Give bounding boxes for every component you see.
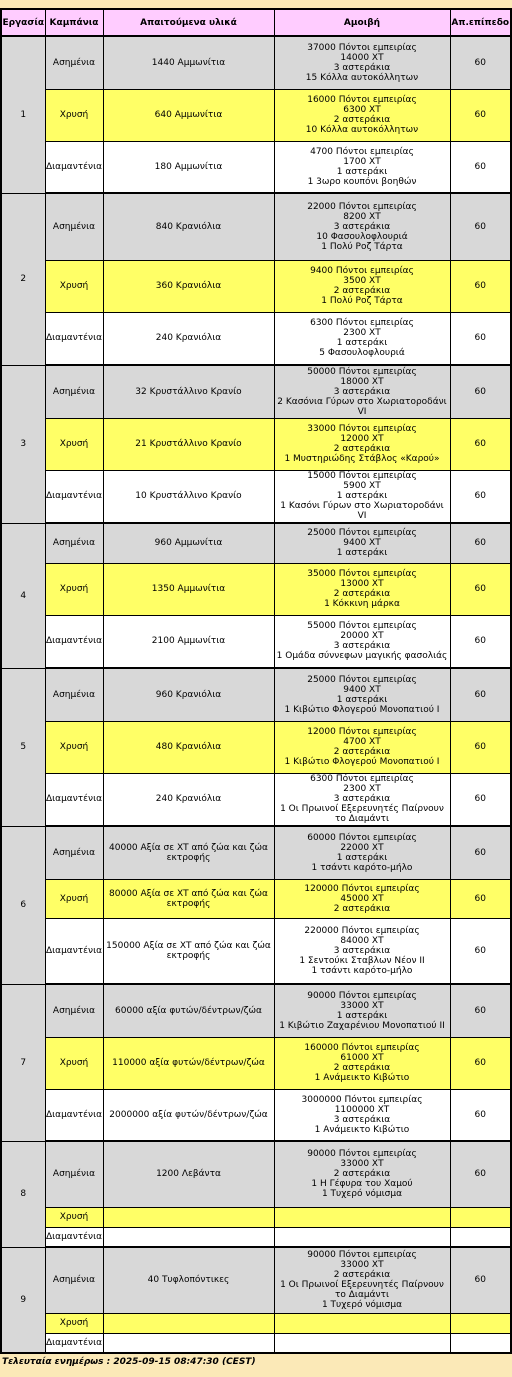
reward-list: [274, 1247, 450, 1313]
reward-item: 90000 Πόντοι εμπειρίας: [307, 990, 417, 1001]
header-reward: Αμοιβή: [274, 9, 450, 36]
campaign-tier-diamond: Διαμαντένια: [45, 773, 103, 826]
required-level: 60: [450, 1089, 511, 1141]
reward-item: 25000 Πόντοι εμπειρίας: [307, 674, 417, 685]
required-materials: 840 Κρανιόλια: [103, 193, 274, 260]
campaign-tier-diamond: Διαμαντένια: [45, 1227, 103, 1247]
table-row: [1, 1141, 511, 1207]
required-level: [450, 1207, 511, 1227]
reward-item: 84000 ΧΤ: [340, 935, 384, 946]
reward-item: 1 Ανάμεικτο Κιβώτιο: [314, 1073, 410, 1083]
reward-list: [274, 879, 450, 918]
task-number: 6: [1, 826, 45, 984]
required-materials: 480 Κρανιόλια: [103, 721, 274, 773]
reward-item: 2 Κασόνια Γύρων στο Χωριατοροδάνι VI: [277, 396, 447, 417]
last-updated-footer: Τελευταία ενημέρωs : 2025-09-15 08:47:30 (CEST): [2, 1357, 256, 1367]
reward-item: 33000 ΧΤ: [340, 1000, 384, 1011]
reward-item: 1 Κιβώτιο Ζαχαρένιου Μονοπατιού II: [279, 1020, 445, 1031]
reward-item: 35000 Πόντοι εμπειρίας: [307, 569, 417, 579]
campaign-tier-silver: Ασημένια: [45, 826, 103, 879]
campaign-tier-diamond: Διαμαντένια: [45, 470, 103, 523]
reward-item: 1100000 ΧΤ: [334, 1104, 390, 1115]
reward-item: 4700 Πόντοι εμπειρίας: [310, 146, 414, 157]
reward-item: 3 αστεράκια: [333, 1114, 391, 1125]
reward-list: [274, 141, 450, 193]
reward-item: 3 αστεράκια: [333, 945, 391, 956]
reward-item: 3 αστεράκια: [333, 221, 391, 232]
campaign-tier-silver: Ασημένια: [45, 36, 103, 89]
required-level: 60: [450, 523, 511, 563]
required-materials: 640 Αμμωνίτια: [103, 89, 274, 141]
campaign-table: [0, 8, 512, 1354]
reward-item: 1 τσάντι καρότο-μήλο: [311, 965, 413, 976]
reward-list: [274, 1207, 450, 1227]
required-materials: [103, 1207, 274, 1227]
task-number: 9: [1, 1247, 45, 1353]
reward-item: 2 αστεράκια: [333, 903, 391, 914]
table-body: [1, 36, 511, 1353]
table-row: [1, 826, 511, 879]
reward-item: 15 Κόλλα αυτοκόλλητων: [305, 72, 419, 83]
reward-item: 220000 Πόντοι εμπειρίας: [304, 925, 420, 936]
reward-list: [274, 721, 450, 773]
task-number: 5: [1, 668, 45, 826]
campaign-tier-diamond: Διαμαντένια: [45, 141, 103, 193]
reward-list: [274, 984, 450, 1037]
reward-list: [274, 36, 450, 89]
required-materials: 360 Κρανιόλια: [103, 260, 274, 312]
required-materials: 180 Αμμωνίτια: [103, 141, 274, 193]
reward-item: 2 αστεράκια: [333, 115, 391, 125]
reward-item: 6300 ΧΤ: [343, 105, 381, 115]
required-materials: [103, 1313, 274, 1333]
reward-item: 4700 ΧΤ: [343, 737, 381, 747]
reward-list: [274, 418, 450, 470]
reward-item: 3 αστεράκια: [333, 386, 391, 397]
reward-list: [274, 89, 450, 141]
required-level: 60: [450, 141, 511, 193]
reward-item: 1 Σεντούκι Σταβλων Νέον II: [299, 955, 425, 966]
reward-item: 1 Κασόνι Γύρων στο Χωριατοροδάνι VI: [280, 501, 444, 522]
reward-item: 10 Φασουλοφλουριά: [316, 231, 408, 242]
reward-item: 6300 Πόντοι εμπειρίας: [310, 774, 414, 785]
required-level: [450, 1333, 511, 1353]
table-row: [1, 721, 511, 773]
reward-item: 22000 ΧΤ: [340, 842, 384, 853]
reward-item: 1 αστεράκι: [336, 338, 388, 349]
reward-item: 9400 ΧΤ: [343, 538, 381, 549]
reward-item: 2 αστεράκια: [333, 1063, 391, 1073]
reward-item: 2 αστεράκια: [333, 589, 391, 599]
table-row: [1, 1037, 511, 1089]
reward-item: 1 Κόκκινη μάρκα: [324, 599, 400, 609]
reward-list: [274, 260, 450, 312]
reward-item: 2 αστεράκια: [333, 444, 391, 454]
header-campaign: Καμπάνια: [45, 9, 103, 36]
campaign-tier-silver: Ασημένια: [45, 365, 103, 418]
reward-item: 1 Τυχερό νόμισμα: [321, 1189, 403, 1200]
required-materials: 80000 Αξία σε ΧΤ από ζώα και ζώα εκτροφής: [103, 879, 274, 918]
reward-item: 37000 Πόντοι εμπειρίας: [307, 42, 417, 53]
reward-item: 1 3ωρο κουπόνι βοηθών: [307, 176, 417, 187]
table-row: [1, 523, 511, 563]
table-row: [1, 470, 511, 523]
campaign-table-container: [0, 8, 512, 1354]
reward-item: 3000000 Πόντοι εμπειρίας: [301, 1094, 423, 1105]
table-row: [1, 773, 511, 826]
reward-item: 2 αστεράκια: [333, 286, 391, 296]
required-materials: 960 Κρανιόλια: [103, 668, 274, 721]
required-level: 60: [450, 563, 511, 615]
reward-list: [274, 365, 450, 418]
reward-item: 50000 Πόντοι εμπειρίας: [307, 366, 417, 377]
header-task: Εργασία: [1, 9, 45, 36]
table-row: [1, 418, 511, 470]
task-number: 8: [1, 1141, 45, 1247]
table-row: [1, 193, 511, 260]
campaign-tier-gold: Χρυσή: [45, 418, 103, 470]
task-number: 7: [1, 984, 45, 1141]
table-row: [1, 1227, 511, 1247]
reward-item: 3 αστεράκια: [333, 794, 391, 805]
required-materials: 2000000 αξία φυτών/δέντρων/ζώα: [103, 1089, 274, 1141]
required-level: [450, 1313, 511, 1333]
reward-item: 6300 Πόντοι εμπειρίας: [310, 318, 414, 329]
reward-item: 1 Ανάμεικτο Κιβώτιο: [314, 1124, 410, 1135]
reward-item: 12000 Πόντοι εμπειρίας: [307, 727, 417, 737]
required-level: 60: [450, 879, 511, 918]
reward-item: 10 Κόλλα αυτοκόλλητων: [305, 125, 419, 135]
reward-item: 1 Η Γέφυρα του Χαμού: [311, 1179, 413, 1190]
required-materials: 240 Κρανιόλια: [103, 773, 274, 826]
task-number: 4: [1, 523, 45, 668]
required-level: 60: [450, 418, 511, 470]
table-row: [1, 615, 511, 668]
reward-item: 12000 ΧΤ: [340, 434, 384, 444]
required-materials: 150000 Αξία σε ΧΤ από ζώα και ζώα εκτροφής: [103, 918, 274, 984]
required-level: 60: [450, 365, 511, 418]
reward-item: 8200 ΧΤ: [343, 211, 381, 222]
required-materials: 110000 αξία φυτών/δέντρων/ζώα: [103, 1037, 274, 1089]
reward-item: 1 Ομάδα σύννεφων μαγικής φασολιάς: [276, 651, 448, 662]
reward-item: 61000 ΧΤ: [340, 1053, 384, 1063]
reward-item: 160000 Πόντοι εμπειρίας: [304, 1043, 420, 1053]
task-number: 2: [1, 193, 45, 365]
reward-item: 2 αστεράκια: [333, 747, 391, 757]
reward-item: 1 Πολύ Ροζ Τάρτα: [321, 296, 403, 306]
reward-item: 33000 Πόντοι εμπειρίας: [307, 424, 417, 434]
required-materials: 240 Κρανιόλια: [103, 312, 274, 365]
reward-item: 13000 ΧΤ: [340, 579, 384, 589]
table-row: [1, 141, 511, 193]
reward-item: 1 αστεράκι: [336, 694, 388, 705]
table-row: [1, 918, 511, 984]
required-level: 60: [450, 615, 511, 668]
reward-item: 18000 ΧΤ: [340, 376, 384, 387]
required-level: 60: [450, 984, 511, 1037]
campaign-tier-gold: Χρυσή: [45, 721, 103, 773]
campaign-tier-gold: Χρυσή: [45, 563, 103, 615]
required-level: 60: [450, 668, 511, 721]
reward-item: 3 αστεράκια: [333, 641, 391, 652]
table-row: [1, 1089, 511, 1141]
campaign-tier-silver: Ασημένια: [45, 1247, 103, 1313]
reward-list: [274, 523, 450, 563]
reward-item: 16000 Πόντοι εμπειρίας: [307, 95, 417, 105]
reward-item: 5 Φασουλοφλουριά: [319, 348, 405, 359]
required-materials: 40000 Αξία σε ΧΤ από ζώα και ζώα εκτροφής: [103, 826, 274, 879]
reward-list: [274, 615, 450, 668]
campaign-tier-diamond: Διαμαντένια: [45, 918, 103, 984]
table-row: [1, 260, 511, 312]
reward-item: 1 Πολύ Ροζ Τάρτα: [321, 241, 403, 252]
required-level: 60: [450, 1247, 511, 1313]
required-level: 60: [450, 36, 511, 89]
required-level: 60: [450, 826, 511, 879]
table-row: [1, 984, 511, 1037]
campaign-tier-diamond: Διαμαντένια: [45, 1333, 103, 1353]
table-row: [1, 36, 511, 89]
campaign-tier-diamond: Διαμαντένια: [45, 312, 103, 365]
reward-item: 33000 ΧΤ: [340, 1260, 384, 1271]
reward-list: [274, 918, 450, 984]
reward-item: 1 αστεράκι: [336, 1010, 388, 1021]
table-row: [1, 1207, 511, 1227]
reward-list: [274, 1227, 450, 1247]
reward-item: 2300 ΧΤ: [343, 784, 381, 795]
required-materials: 32 Κρυστάλλινο Κρανίο: [103, 365, 274, 418]
reward-item: 60000 Πόντοι εμπειρίας: [307, 832, 417, 843]
reward-item: 1 Κιβώτιο Φλογερού Μονοπατιού I: [284, 757, 440, 767]
reward-list: [274, 826, 450, 879]
reward-list: [274, 1333, 450, 1353]
reward-list: [274, 1141, 450, 1207]
campaign-tier-gold: Χρυσή: [45, 89, 103, 141]
header-materials: Απαιτούμενα υλικά: [103, 9, 274, 36]
reward-list: [274, 773, 450, 826]
reward-list: [274, 668, 450, 721]
reward-item: 45000 ΧΤ: [340, 893, 384, 904]
reward-item: 1 αστεράκι: [336, 852, 388, 863]
required-level: 60: [450, 193, 511, 260]
required-level: 60: [450, 1141, 511, 1207]
reward-item: 14000 ΧΤ: [340, 52, 384, 63]
table-row: [1, 89, 511, 141]
campaign-tier-gold: Χρυσή: [45, 1313, 103, 1333]
table-row: [1, 1333, 511, 1353]
required-level: 60: [450, 1037, 511, 1089]
campaign-tier-diamond: Διαμαντένια: [45, 1089, 103, 1141]
reward-item: 1 Οι Πρωινοί Εξερευνητές Παίρνουν το Διαμάντι: [280, 1280, 444, 1301]
table-row: [1, 563, 511, 615]
reward-list: [274, 1089, 450, 1141]
required-level: 60: [450, 260, 511, 312]
reward-item: 1 Οι Πρωινοί Εξερευνητές Παίρνουν το Διαμάντι: [280, 804, 444, 825]
campaign-tier-silver: Ασημένια: [45, 984, 103, 1037]
reward-item: 15000 Πόντοι εμπειρίας: [307, 471, 417, 482]
reward-item: 2300 ΧΤ: [343, 328, 381, 339]
reward-item: 33000 ΧΤ: [340, 1159, 384, 1170]
reward-item: 3500 ΧΤ: [343, 276, 381, 286]
reward-item: 1 τσάντι καρότο-μήλο: [311, 862, 413, 873]
reward-item: 25000 Πόντοι εμπειρίας: [307, 528, 417, 539]
task-number: 3: [1, 365, 45, 523]
reward-item: 55000 Πόντοι εμπειρίας: [307, 621, 417, 632]
reward-item: 1 Τυχερό νόμισμα: [321, 1300, 403, 1311]
reward-list: [274, 1313, 450, 1333]
reward-item: 2 αστεράκια: [333, 1270, 391, 1281]
table-row: [1, 365, 511, 418]
reward-list: [274, 193, 450, 260]
reward-item: 90000 Πόντοι εμπειρίας: [307, 1149, 417, 1160]
campaign-tier-gold: Χρυσή: [45, 1207, 103, 1227]
reward-item: 1 Μυστηριώδης Στάβλος «Καρού»: [284, 454, 440, 464]
required-level: 60: [450, 89, 511, 141]
required-level: 60: [450, 773, 511, 826]
reward-item: 5900 ΧΤ: [343, 481, 381, 492]
reward-item: 3 αστεράκια: [333, 62, 391, 73]
required-materials: 60000 αξία φυτών/δέντρων/ζώα: [103, 984, 274, 1037]
required-materials: 1200 Λεβάντα: [103, 1141, 274, 1207]
task-number: 1: [1, 36, 45, 193]
table-row: [1, 1313, 511, 1333]
reward-list: [274, 1037, 450, 1089]
reward-item: 9400 Πόντοι εμπειρίας: [310, 266, 414, 276]
campaign-tier-silver: Ασημένια: [45, 193, 103, 260]
table-row: [1, 668, 511, 721]
required-materials: 40 Τυφλοπόντικες: [103, 1247, 274, 1313]
campaign-tier-gold: Χρυσή: [45, 260, 103, 312]
campaign-tier-silver: Ασημένια: [45, 523, 103, 563]
campaign-tier-silver: Ασημένια: [45, 1141, 103, 1207]
header-level: Απ.επίπεδο: [450, 9, 511, 36]
required-materials: 21 Κρυστάλλινο Κρανίο: [103, 418, 274, 470]
required-level: 60: [450, 470, 511, 523]
required-materials: 960 Αμμωνίτια: [103, 523, 274, 563]
campaign-tier-silver: Ασημένια: [45, 668, 103, 721]
required-level: 60: [450, 721, 511, 773]
campaign-tier-gold: Χρυσή: [45, 1037, 103, 1089]
required-materials: 10 Κρυστάλλινο Κρανίο: [103, 470, 274, 523]
table-row: [1, 312, 511, 365]
required-level: 60: [450, 918, 511, 984]
reward-list: [274, 563, 450, 615]
reward-list: [274, 470, 450, 523]
reward-item: 90000 Πόντοι εμπειρίας: [307, 1250, 417, 1261]
reward-item: 120000 Πόντοι εμπειρίας: [304, 883, 420, 894]
reward-item: 1 αστεράκι: [336, 166, 388, 177]
reward-item: 1700 ΧΤ: [343, 156, 381, 167]
reward-item: 1 αστεράκι: [336, 548, 388, 559]
table-row: [1, 1247, 511, 1313]
reward-item: 1 Κιβώτιο Φλογερού Μονοπατιού I: [284, 704, 440, 715]
reward-item: 2 αστεράκια: [333, 1169, 391, 1180]
required-materials: [103, 1227, 274, 1247]
reward-item: 20000 ΧΤ: [340, 631, 384, 642]
required-level: [450, 1227, 511, 1247]
reward-item: 9400 ΧΤ: [343, 684, 381, 695]
table-header-row: [1, 9, 511, 36]
table-row: [1, 879, 511, 918]
required-level: 60: [450, 312, 511, 365]
reward-list: [274, 312, 450, 365]
required-materials: 1440 Αμμωνίτια: [103, 36, 274, 89]
required-materials: 1350 Αμμωνίτια: [103, 563, 274, 615]
campaign-tier-diamond: Διαμαντένια: [45, 615, 103, 668]
reward-item: 1 αστεράκι: [336, 491, 388, 502]
campaign-tier-gold: Χρυσή: [45, 879, 103, 918]
reward-item: 22000 Πόντοι εμπειρίας: [307, 201, 417, 212]
required-materials: 2100 Αμμωνίτια: [103, 615, 274, 668]
required-materials: [103, 1333, 274, 1353]
